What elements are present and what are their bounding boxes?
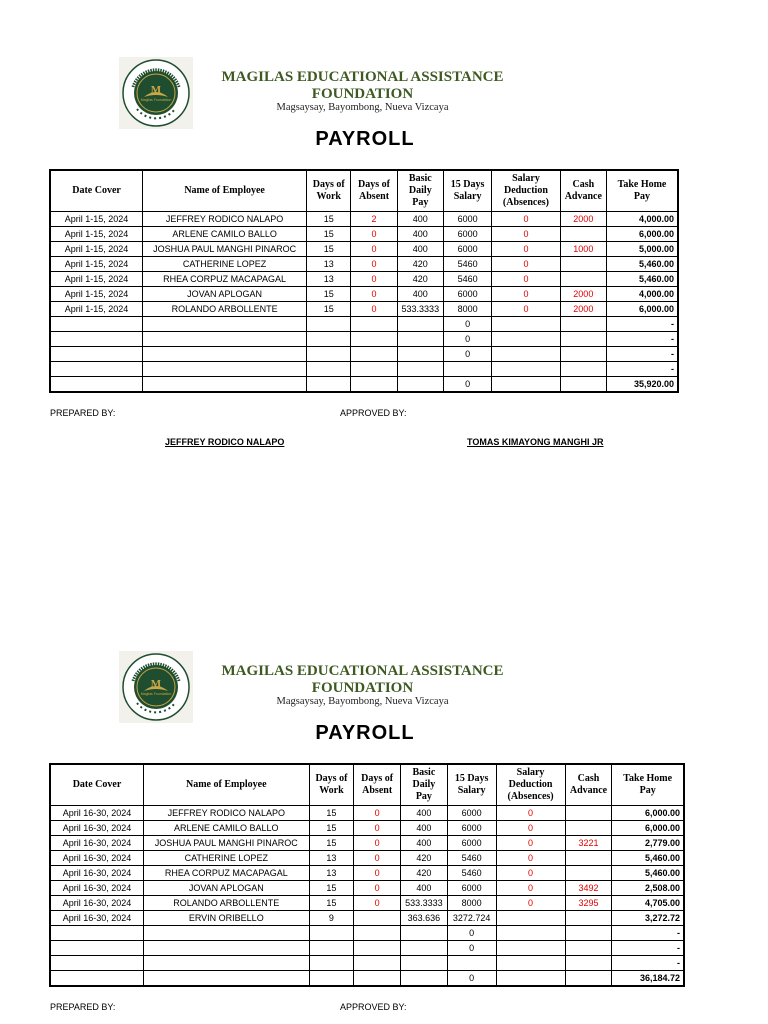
cell-date-cover: April 1-15, 2024 xyxy=(50,302,143,317)
cell-salary-15-days: 5460 xyxy=(443,272,491,287)
cell-salary-deduction: 0 xyxy=(496,866,565,881)
page-title: PAYROLL xyxy=(315,128,415,150)
cell-take-home-pay: 6,000.00 xyxy=(606,302,678,317)
header-days-of-work: Days of Work xyxy=(309,764,354,806)
cell-days-absent: 0 xyxy=(354,821,401,836)
cell-date-cover xyxy=(50,956,143,971)
cell-date-cover: April 16-30, 2024 xyxy=(50,866,143,881)
cell-take-home-pay: 2,508.00 xyxy=(612,881,684,896)
cell-salary-15-days: 5460 xyxy=(447,866,496,881)
cell-salary-15-days: 6000 xyxy=(443,242,491,257)
svg-text:Magilas Foundation: Magilas Foundation xyxy=(140,692,172,696)
cell-days-absent: 0 xyxy=(354,866,401,881)
cell-take-home-pay: 5,460.00 xyxy=(606,257,678,272)
cell-cash-advance xyxy=(560,347,606,362)
cell-days-of-work xyxy=(307,347,351,362)
cell-salary-15-days: 6000 xyxy=(447,881,496,896)
cell-take-home-pay: - xyxy=(606,317,678,332)
cell-basic-daily-pay: 533.3333 xyxy=(397,302,443,317)
header-salary-deduction: Salary Deduction (Absences) xyxy=(492,170,560,212)
page-title: PAYROLL xyxy=(315,722,415,744)
cell-take-home-pay: 3,272.72 xyxy=(612,911,684,926)
cell-basic-daily-pay: 420 xyxy=(397,272,443,287)
cell-days-absent xyxy=(354,956,401,971)
header-cash-advance: Cash Advance xyxy=(560,170,606,212)
cell-salary-deduction xyxy=(492,362,560,377)
prepared-by-label: PREPARED BY: xyxy=(50,1002,116,1012)
table-row xyxy=(50,362,678,377)
cell-cash-advance xyxy=(565,866,612,881)
table-row xyxy=(50,332,678,347)
table-row xyxy=(50,212,678,227)
cell-date-cover xyxy=(50,317,143,332)
cell-days-of-work: 15 xyxy=(309,896,354,911)
header-basic-daily-pay: Basic Daily Pay xyxy=(401,764,448,806)
header-cash-advance: Cash Advance xyxy=(565,764,612,806)
cell-days-absent: 0 xyxy=(351,227,397,242)
cell-days-of-work: 13 xyxy=(309,866,354,881)
prepared-by-name: JEFFREY RODICO NALAPO xyxy=(165,437,285,447)
cell-take-home-pay: - xyxy=(606,332,678,347)
cell-days-of-work xyxy=(309,971,354,987)
cell-employee-name xyxy=(143,317,307,332)
cell-days-of-work: 13 xyxy=(307,257,351,272)
cell-days-of-work xyxy=(307,377,351,393)
cell-salary-15-days: 0 xyxy=(443,377,491,393)
cell-salary-15-days: 8000 xyxy=(447,896,496,911)
cell-employee-name xyxy=(143,362,307,377)
cell-days-absent xyxy=(351,332,397,347)
cell-days-absent: 0 xyxy=(354,836,401,851)
table-row xyxy=(50,377,678,393)
cell-basic-daily-pay: 400 xyxy=(401,836,448,851)
cell-take-home-pay: - xyxy=(612,926,684,941)
cell-salary-deduction: 0 xyxy=(492,272,560,287)
cell-date-cover xyxy=(50,347,143,362)
cell-cash-advance: 2000 xyxy=(560,287,606,302)
cell-basic-daily-pay xyxy=(401,941,448,956)
cell-salary-deduction: 0 xyxy=(492,287,560,302)
cell-cash-advance: 3492 xyxy=(565,881,612,896)
cell-days-absent xyxy=(354,926,401,941)
cell-days-of-work: 15 xyxy=(309,821,354,836)
table-row xyxy=(50,866,684,881)
foundation-logo xyxy=(119,57,193,129)
table-row xyxy=(50,926,684,941)
cell-days-absent: 0 xyxy=(351,257,397,272)
cell-salary-deduction xyxy=(496,941,565,956)
payroll-table xyxy=(49,763,685,987)
cell-date-cover xyxy=(50,377,143,393)
cell-days-of-work xyxy=(309,956,354,971)
cell-employee-name: ERVIN ORIBELLO xyxy=(143,911,309,926)
cell-salary-15-days: 6000 xyxy=(443,212,491,227)
cell-basic-daily-pay: 400 xyxy=(397,287,443,302)
cell-employee-name: JOSHUA PAUL MANGHI PINAROC xyxy=(143,242,307,257)
cell-basic-daily-pay xyxy=(397,317,443,332)
foundation-logo xyxy=(119,651,193,723)
cell-days-of-work: 13 xyxy=(307,272,351,287)
header-take-home-pay: Take Home Pay xyxy=(612,764,684,806)
org-name-line1: MAGILAS EDUCATIONAL ASSISTANCE xyxy=(221,663,504,679)
cell-take-home-pay: 6,000.00 xyxy=(606,227,678,242)
cell-cash-advance xyxy=(560,362,606,377)
cell-days-absent: 0 xyxy=(354,851,401,866)
cell-days-absent: 0 xyxy=(351,242,397,257)
cell-employee-name: ARLENE CAMILO BALLO xyxy=(143,821,309,836)
cell-basic-daily-pay: 420 xyxy=(401,851,448,866)
cell-date-cover xyxy=(50,926,143,941)
cell-employee-name xyxy=(143,377,307,393)
prepared-by-label: PREPARED BY: xyxy=(50,408,116,418)
table-row xyxy=(50,836,684,851)
cell-days-absent xyxy=(351,317,397,332)
cell-take-home-pay: 4,000.00 xyxy=(606,212,678,227)
cell-basic-daily-pay: 400 xyxy=(397,212,443,227)
cell-date-cover: April 16-30, 2024 xyxy=(50,821,143,836)
cell-salary-deduction: 0 xyxy=(496,836,565,851)
org-name-line2: FOUNDATION xyxy=(311,86,414,102)
cell-basic-daily-pay xyxy=(397,347,443,362)
cell-days-of-work: 15 xyxy=(309,881,354,896)
svg-text:M: M xyxy=(150,84,162,96)
cell-cash-advance xyxy=(565,941,612,956)
cell-salary-15-days: 0 xyxy=(447,971,496,987)
cell-employee-name xyxy=(143,926,309,941)
cell-days-absent xyxy=(354,971,401,987)
header-salary-15-days: 15 Days Salary xyxy=(447,764,496,806)
table-row xyxy=(50,851,684,866)
cell-salary-deduction xyxy=(496,971,565,987)
cell-date-cover: April 16-30, 2024 xyxy=(50,896,143,911)
table-row xyxy=(50,956,684,971)
header-date-cover: Date Cover xyxy=(50,170,143,212)
cell-days-of-work: 15 xyxy=(309,836,354,851)
cell-days-of-work: 15 xyxy=(307,212,351,227)
org-name xyxy=(190,69,535,103)
cell-salary-deduction xyxy=(492,317,560,332)
cell-basic-daily-pay: 400 xyxy=(397,242,443,257)
table-row xyxy=(50,911,684,926)
cell-employee-name xyxy=(143,956,309,971)
table-header-row xyxy=(50,764,684,806)
cell-salary-deduction xyxy=(496,926,565,941)
cell-salary-deduction: 0 xyxy=(492,212,560,227)
cell-employee-name: CATHERINE LOPEZ xyxy=(143,851,309,866)
cell-days-of-work: 15 xyxy=(307,242,351,257)
cell-employee-name: JOVAN APLOGAN xyxy=(143,881,309,896)
cell-days-absent xyxy=(351,377,397,393)
svg-text:Magilas Foundation: Magilas Foundation xyxy=(140,98,172,102)
cell-cash-advance xyxy=(560,317,606,332)
cell-date-cover: April 1-15, 2024 xyxy=(50,212,143,227)
cell-date-cover: April 1-15, 2024 xyxy=(50,287,143,302)
org-name xyxy=(190,663,535,697)
approved-by-label: APPROVED BY: xyxy=(340,408,407,418)
cell-days-of-work xyxy=(309,926,354,941)
table-row xyxy=(50,317,678,332)
cell-days-absent xyxy=(351,362,397,377)
cell-basic-daily-pay: 400 xyxy=(401,881,448,896)
cell-employee-name: JOSHUA PAUL MANGHI PINAROC xyxy=(143,836,309,851)
cell-days-of-work: 15 xyxy=(307,287,351,302)
table-row xyxy=(50,302,678,317)
cell-employee-name: ROLANDO ARBOLLENTE xyxy=(143,302,307,317)
cell-days-of-work xyxy=(307,317,351,332)
cell-cash-advance xyxy=(565,911,612,926)
cell-basic-daily-pay: 363.636 xyxy=(401,911,448,926)
cell-days-absent: 0 xyxy=(354,806,401,821)
cell-salary-15-days: 5460 xyxy=(447,851,496,866)
cell-days-of-work: 15 xyxy=(307,227,351,242)
table-row xyxy=(50,227,678,242)
cell-days-absent: 0 xyxy=(351,272,397,287)
cell-cash-advance: 3295 xyxy=(565,896,612,911)
cell-salary-deduction: 0 xyxy=(496,896,565,911)
cell-salary-15-days: 6000 xyxy=(443,227,491,242)
table-row xyxy=(50,257,678,272)
cell-take-home-pay: - xyxy=(612,941,684,956)
cell-salary-15-days: 0 xyxy=(443,317,491,332)
header-days-absent: Days of Absent xyxy=(354,764,401,806)
cell-take-home-pay: 6,000.00 xyxy=(612,806,684,821)
cell-salary-deduction xyxy=(496,911,565,926)
cell-employee-name: JEFFREY RODICO NALAPO xyxy=(143,212,307,227)
cell-days-of-work xyxy=(307,332,351,347)
header-employee-name: Name of Employee xyxy=(143,170,307,212)
cell-take-home-pay: 5,460.00 xyxy=(612,851,684,866)
header-days-absent: Days of Absent xyxy=(351,170,397,212)
svg-text:M: M xyxy=(150,678,162,690)
cell-employee-name: RHEA CORPUZ MACAPAGAL xyxy=(143,866,309,881)
foundation-seal-icon xyxy=(119,57,193,129)
cell-cash-advance xyxy=(565,971,612,987)
header-take-home-pay: Take Home Pay xyxy=(606,170,678,212)
header-date-cover: Date Cover xyxy=(50,764,143,806)
cell-salary-15-days: 6000 xyxy=(447,806,496,821)
cell-take-home-pay: 2,779.00 xyxy=(612,836,684,851)
cell-days-absent: 0 xyxy=(354,896,401,911)
cell-days-of-work xyxy=(309,941,354,956)
cell-basic-daily-pay: 420 xyxy=(401,866,448,881)
payroll-table xyxy=(49,169,679,393)
cell-days-absent xyxy=(351,347,397,362)
approved-by-name: TOMAS KIMAYONG MANGHI JR xyxy=(467,437,604,447)
cell-salary-deduction: 0 xyxy=(492,302,560,317)
cell-date-cover: April 16-30, 2024 xyxy=(50,881,143,896)
cell-salary-deduction: 0 xyxy=(492,227,560,242)
org-address: Magsaysay, Bayombong, Nueva Vizcaya xyxy=(276,696,449,707)
cell-salary-15-days: 6000 xyxy=(447,836,496,851)
cell-salary-15-days: 0 xyxy=(443,332,491,347)
cell-basic-daily-pay xyxy=(397,332,443,347)
cell-basic-daily-pay xyxy=(401,926,448,941)
cell-salary-deduction xyxy=(492,332,560,347)
header-salary-deduction: Salary Deduction (Absences) xyxy=(496,764,565,806)
cell-date-cover: April 1-15, 2024 xyxy=(50,272,143,287)
cell-take-home-pay: - xyxy=(606,362,678,377)
cell-employee-name: RHEA CORPUZ MACAPAGAL xyxy=(143,272,307,287)
cell-days-absent: 2 xyxy=(351,212,397,227)
cell-cash-advance: 2000 xyxy=(560,212,606,227)
cell-days-of-work: 9 xyxy=(309,911,354,926)
cell-days-absent: 0 xyxy=(351,287,397,302)
cell-date-cover: April 1-15, 2024 xyxy=(50,242,143,257)
cell-take-home-pay: - xyxy=(612,956,684,971)
cell-take-home-pay: 4,000.00 xyxy=(606,287,678,302)
cell-basic-daily-pay xyxy=(401,971,448,987)
header-employee-name: Name of Employee xyxy=(143,764,309,806)
cell-days-absent: 0 xyxy=(351,302,397,317)
cell-cash-advance xyxy=(560,272,606,287)
cell-salary-deduction xyxy=(496,956,565,971)
cell-employee-name: JOVAN APLOGAN xyxy=(143,287,307,302)
cell-date-cover xyxy=(50,332,143,347)
header-salary-15-days: 15 Days Salary xyxy=(443,170,491,212)
cell-employee-name xyxy=(143,347,307,362)
cell-take-home-pay: 5,460.00 xyxy=(606,272,678,287)
cell-salary-15-days: 6000 xyxy=(443,287,491,302)
cell-salary-15-days: 0 xyxy=(447,941,496,956)
cell-salary-15-days: 8000 xyxy=(443,302,491,317)
cell-salary-15-days xyxy=(443,362,491,377)
table-row xyxy=(50,896,684,911)
cell-cash-advance: 2000 xyxy=(560,302,606,317)
cell-salary-15-days xyxy=(447,956,496,971)
cell-basic-daily-pay xyxy=(397,377,443,393)
table-row xyxy=(50,287,678,302)
cell-salary-deduction: 0 xyxy=(496,851,565,866)
table-header-row xyxy=(50,170,678,212)
cell-cash-advance xyxy=(565,851,612,866)
cell-basic-daily-pay: 400 xyxy=(401,806,448,821)
cell-employee-name: ARLENE CAMILO BALLO xyxy=(143,227,307,242)
foundation-seal-icon xyxy=(119,651,193,723)
cell-salary-deduction: 0 xyxy=(496,806,565,821)
cell-days-absent: 0 xyxy=(354,881,401,896)
cell-salary-deduction: 0 xyxy=(496,881,565,896)
approved-by-label: APPROVED BY: xyxy=(340,1002,407,1012)
cell-cash-advance xyxy=(560,377,606,393)
cell-date-cover: April 16-30, 2024 xyxy=(50,911,143,926)
cell-days-of-work xyxy=(307,362,351,377)
cell-employee-name: CATHERINE LOPEZ xyxy=(143,257,307,272)
cell-take-home-pay: - xyxy=(606,347,678,362)
cell-days-of-work: 15 xyxy=(309,806,354,821)
cell-basic-daily-pay: 400 xyxy=(397,227,443,242)
org-address: Magsaysay, Bayombong, Nueva Vizcaya xyxy=(276,102,449,113)
cell-take-home-pay: 5,000.00 xyxy=(606,242,678,257)
cell-days-of-work: 13 xyxy=(309,851,354,866)
cell-cash-advance xyxy=(565,806,612,821)
cell-date-cover xyxy=(50,362,143,377)
cell-date-cover: April 1-15, 2024 xyxy=(50,227,143,242)
cell-salary-deduction xyxy=(492,347,560,362)
cell-cash-advance: 1000 xyxy=(560,242,606,257)
cell-salary-15-days: 5460 xyxy=(443,257,491,272)
table-row xyxy=(50,971,684,987)
cell-cash-advance xyxy=(565,956,612,971)
cell-salary-15-days: 0 xyxy=(443,347,491,362)
cell-basic-daily-pay: 420 xyxy=(397,257,443,272)
org-name-line1: MAGILAS EDUCATIONAL ASSISTANCE xyxy=(221,69,504,85)
cell-take-home-pay: 5,460.00 xyxy=(612,866,684,881)
cell-salary-15-days: 0 xyxy=(447,926,496,941)
cell-employee-name: JEFFREY RODICO NALAPO xyxy=(143,806,309,821)
cell-basic-daily-pay: 533.3333 xyxy=(401,896,448,911)
cell-take-home-pay: 6,000.00 xyxy=(612,821,684,836)
cell-date-cover: April 16-30, 2024 xyxy=(50,836,143,851)
org-name-line2: FOUNDATION xyxy=(311,680,414,696)
cell-take-home-pay: 35,920.00 xyxy=(606,377,678,393)
table-row xyxy=(50,272,678,287)
cell-cash-advance xyxy=(560,227,606,242)
cell-days-absent xyxy=(354,911,401,926)
cell-date-cover: April 16-30, 2024 xyxy=(50,806,143,821)
cell-date-cover: April 1-15, 2024 xyxy=(50,257,143,272)
cell-days-absent xyxy=(354,941,401,956)
cell-employee-name xyxy=(143,941,309,956)
cell-salary-deduction: 0 xyxy=(496,821,565,836)
cell-date-cover xyxy=(50,971,143,987)
cell-cash-advance xyxy=(565,926,612,941)
cell-salary-15-days: 3272.724 xyxy=(447,911,496,926)
cell-salary-deduction: 0 xyxy=(492,242,560,257)
table-row xyxy=(50,881,684,896)
table-row xyxy=(50,941,684,956)
cell-basic-daily-pay: 400 xyxy=(401,821,448,836)
cell-salary-deduction: 0 xyxy=(492,257,560,272)
cell-days-of-work: 15 xyxy=(307,302,351,317)
table-row xyxy=(50,806,684,821)
cell-cash-advance: 3221 xyxy=(565,836,612,851)
cell-take-home-pay: 36,184.72 xyxy=(612,971,684,987)
cell-cash-advance xyxy=(565,821,612,836)
cell-employee-name xyxy=(143,971,309,987)
table-row xyxy=(50,347,678,362)
cell-salary-deduction xyxy=(492,377,560,393)
cell-employee-name: ROLANDO ARBOLLENTE xyxy=(143,896,309,911)
cell-date-cover xyxy=(50,941,143,956)
cell-basic-daily-pay xyxy=(397,362,443,377)
cell-cash-advance xyxy=(560,332,606,347)
cell-date-cover: April 16-30, 2024 xyxy=(50,851,143,866)
cell-cash-advance xyxy=(560,257,606,272)
table-row xyxy=(50,821,684,836)
header-days-of-work: Days of Work xyxy=(307,170,351,212)
cell-employee-name xyxy=(143,332,307,347)
cell-basic-daily-pay xyxy=(401,956,448,971)
table-row xyxy=(50,242,678,257)
cell-salary-15-days: 6000 xyxy=(447,821,496,836)
cell-take-home-pay: 4,705.00 xyxy=(612,896,684,911)
header-basic-daily-pay: Basic Daily Pay xyxy=(397,170,443,212)
